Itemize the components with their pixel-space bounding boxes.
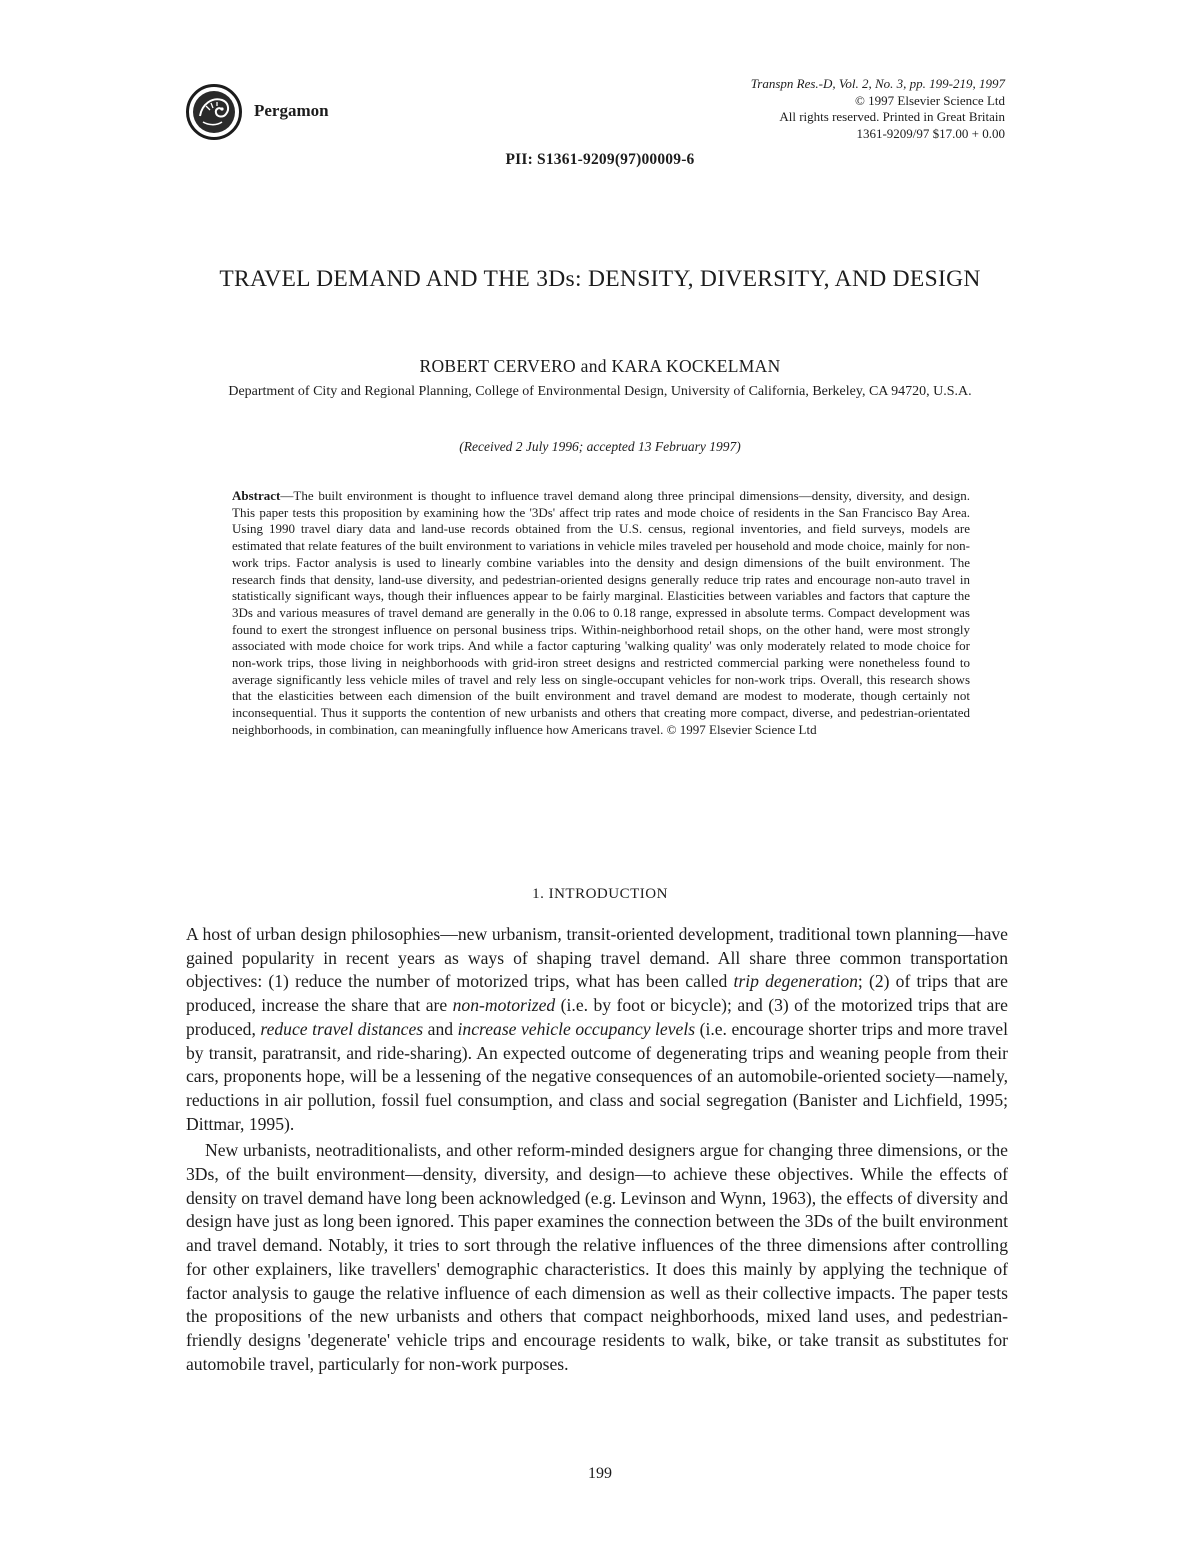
term-increase-vehicle-occupancy: increase vehicle occupancy levels — [457, 1018, 696, 1039]
abstract-label: Abstract — [232, 488, 281, 503]
journal-info — [751, 76, 1005, 142]
author-affiliation: Department of City and Regional Planning, College of Environmental Design, University of California, Berkeley, CA 94720, U.S.A. — [228, 384, 972, 399]
body-text — [186, 923, 1008, 1376]
term-reduce-travel-distances: reduce travel distances — [260, 1018, 424, 1039]
paragraph-1-text-e: (i.e. encourage shorter trips and more travel by transit, paratransit, and ride-sharing). An expected outcome of degenerating trips and weaning people from their cars, proponents hope, will be a lessening of the negative consequences of an automobile-oriented society—namely, reductions in air pollution, fossil fuel consumption, and class and social segregation (Banister and Lichfield, 1995; Dittmar, 1995). — [186, 1018, 1008, 1134]
page-number: 199 — [588, 1465, 612, 1482]
rights-line: All rights reserved. Printed in Great Britain — [779, 109, 1005, 124]
issn-price-line: 1361-9209/97 $17.00 + 0.00 — [856, 125, 1005, 141]
copyright-line: © 1997 Elsevier Science Ltd — [855, 92, 1005, 108]
pii-identifier: PII: S1361-9209(97)00009-6 — [505, 151, 695, 168]
paragraph-1 — [186, 923, 1008, 1136]
author-names: ROBERT CERVERO and KARA KOCKELMAN — [419, 356, 781, 376]
publisher-logo-icon — [186, 84, 242, 140]
paragraph-1-text-d: and — [423, 1018, 458, 1039]
paragraph-1-text-c: (i.e. by foot or bicycle); and (3) of the motorized trips that are produced, — [186, 995, 1008, 1039]
abstract-text: —The built environment is thought to influence travel demand along three principal dimensions—density, diversity, and design. This paper tests this proposition by examining how the '3Ds' affect trip rates and mode choice of residents in the San Francisco Bay Area. Using 1990 travel diary data and land-use records obtained from the U.S. census, regional inventories, and field surveys, models are estimated that relate features of the built environment to variations in vehicle miles traveled per household and mode choice, mainly for non-work trips. Factor analysis is used to linearly combine variables into the density and design dimensions of the built environment. The research finds that density, land-use diversity, and pedestrian-oriented designs generally reduce trip rates and encourage non-auto travel in statistically significant ways, though their influences appear to be fairly marginal. Elasticities between variables and factors that capture the 3Ds and various measures of travel demand are generally in the 0.06 to 0.18 range, expressed in absolute terms. Compact development was found to exert the strongest influence on personal business trips. Within-neighborhood retail shops, on the other hand, were most strongly associated with mode choice for work trips. And while a factor capturing 'walking quality' was only moderately related to mode choice for non-work trips, those living in neighborhoods with grid-iron street designs and restricted commercial parking were nonetheless found to average significantly less vehicle miles of travel and rely less on single-occupant vehicles for non-work trips. Overall, this research shows that the elasticities between each dimension of the built environment and travel demand are modest to moderate, though certainly not inconsequential. Thus it supports the contention of new urbanists and others that creating more compact, diverse, and pedestrian-orientated neighborhoods, in combination, can meaningfully influence how Americans travel. © 1997 Elsevier Science Ltd — [232, 488, 970, 737]
term-trip-degeneration: trip degeneration — [733, 971, 858, 992]
paragraph-1-text-a: A host of urban design philosophies—new urbanism, transit-oriented development, traditional town planning—have gained popularity in recent years as ways of shaping travel demand. All share three common transportation objectives: (1) reduce the number of motorized trips, what has been called — [186, 924, 1008, 992]
journal-citation: Transpn Res.-D, Vol. 2, No. 3, pp. 199-219, 1997 — [750, 76, 1005, 91]
paragraph-2: New urbanists, neotraditionalists, and other reform-minded designers argue for changing three dimensions, or the 3Ds, of the built environment—density, diversity, and design—to achieve these objectives. While the effects of density on travel demand have long been acknowledged (e.g. Levinson and Wynn, 1963), the effects of diversity and design have just as long been ignored. This paper examines the connection between the 3Ds of the built environment and travel demand. Notably, it tries to sort through the relative influences of the three dimensions after controlling for other explainers, like travellers' demographic characteristics. It does this mainly by applying the technique of factor analysis to gauge the relative influence of each dimension as well as their collective impacts. The paper tests the propositions of the new urbanists and others that compact neighborhoods, mixed land uses, and pedestrian-friendly designs 'degenerate' vehicle trips and encourage residents to walk, bike, or take transit as substitutes for automobile travel, particularly for non-work purposes. — [186, 1140, 1008, 1374]
received-dates: (Received 2 July 1996; accepted 13 February 1997) — [459, 439, 741, 454]
paragraph-1-text-b: ; (2) of trips that are produced, increase the share that are — [186, 971, 1008, 1016]
publisher-name: Pergamon — [254, 101, 329, 120]
abstract — [232, 488, 970, 739]
section-heading: 1. INTRODUCTION — [532, 886, 668, 902]
paper-title: TRAVEL DEMAND AND THE 3Ds: DENSITY, DIVERSITY, AND DESIGN — [219, 266, 981, 292]
term-non-motorized: non-motorized — [452, 995, 556, 1016]
